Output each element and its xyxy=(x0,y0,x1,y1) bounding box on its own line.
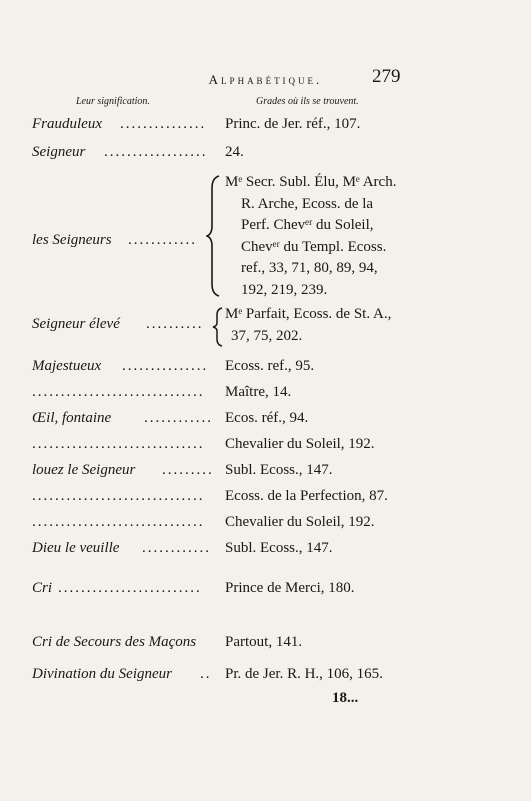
leader-dots: ............... xyxy=(122,358,209,374)
entry-term: Frauduleux xyxy=(32,116,102,132)
index-entry xyxy=(0,436,531,464)
leader-dots: ............ xyxy=(142,540,211,556)
index-entry xyxy=(0,172,531,302)
leader-dots: .............................. xyxy=(32,514,205,530)
entry-term: Seigneur xyxy=(32,144,86,160)
grade-line: Perf. Chevᵉʳ du Soleil, xyxy=(241,217,374,233)
entry-grade: Ecoss. de la Perfection, 87. xyxy=(225,488,388,504)
brace-icon xyxy=(206,174,222,298)
grade-line: Mᵉ Parfait, Ecoss. de St. A., xyxy=(225,306,392,322)
column-heading-meaning: Leur signification. xyxy=(76,96,150,107)
index-entry xyxy=(0,358,531,386)
entry-term: Seigneur élevé xyxy=(32,316,120,332)
index-entry xyxy=(0,384,531,412)
index-entry xyxy=(0,540,531,568)
grade-line: Chevᵉʳ du Templ. Ecoss. xyxy=(241,238,387,255)
entry-grade-lines xyxy=(225,304,391,347)
index-entry xyxy=(0,666,531,694)
entry-term: Majestueux xyxy=(32,358,102,374)
entry-term: Œil, fontaine xyxy=(32,410,112,426)
entry-grade: Pr. de Jer. R. H., 106, 165. xyxy=(225,666,383,682)
leader-dots: ............... xyxy=(120,116,207,132)
grade-line: ref., 33, 71, 80, 89, 94, xyxy=(241,260,378,276)
entry-grade: Prince de Merci, 180. xyxy=(225,580,355,596)
index-entry xyxy=(0,514,531,542)
column-heading-grades: Grades où ils se trouvent. xyxy=(256,96,359,107)
entry-grade: Partout, 141. xyxy=(225,634,303,650)
entry-term: Dieu le veuille xyxy=(32,540,120,556)
entry-term: Cri de Secours des Maçons xyxy=(32,634,197,650)
entry-grade: Chevalier du Soleil, 192. xyxy=(225,514,375,530)
entry-grade: Subl. Ecoss., 147. xyxy=(225,540,333,556)
running-head: Alphabétique. xyxy=(208,72,323,87)
entry-grade: Ecos. réf., 94. xyxy=(225,410,309,426)
entry-term: Divination du Seigneur xyxy=(32,666,172,682)
signature-mark: 18... xyxy=(332,690,359,706)
leader-dots: .................. xyxy=(104,144,208,160)
entry-grade: Ecoss. ref., 95. xyxy=(225,358,315,374)
index-entry xyxy=(0,462,531,490)
leader-dots: .......... xyxy=(146,316,204,332)
leader-dots: .............................. xyxy=(32,436,205,452)
entry-term: les Seigneurs xyxy=(32,232,112,248)
index-entry xyxy=(0,116,531,144)
leader-dots: .............................. xyxy=(32,384,205,400)
entry-grade-lines xyxy=(225,172,396,301)
index-entry xyxy=(0,410,531,438)
leader-dots: ......................... xyxy=(58,580,202,596)
brace-icon xyxy=(212,306,224,348)
grade-line: Mᵉ Secr. Subl. Élu, Mᵉ Arch. xyxy=(225,174,397,190)
entry-grade: Chevalier du Soleil, 192. xyxy=(225,436,375,452)
page-number: 279 xyxy=(372,66,401,87)
entry-grade: 24. xyxy=(225,144,244,160)
entry-grade: Subl. Ecoss., 147. xyxy=(225,462,333,478)
entry-term: Cri xyxy=(32,580,53,596)
index-entry xyxy=(0,580,531,608)
index-entry xyxy=(0,634,531,662)
entry-term: louez le Seigneur xyxy=(32,462,136,478)
index-entry xyxy=(0,144,531,172)
index-entry xyxy=(0,304,531,350)
grade-line: 37, 75, 202. xyxy=(231,327,303,344)
leader-dots: ............ xyxy=(128,232,197,248)
leader-dots: .. xyxy=(200,666,212,682)
leader-dots: ......... xyxy=(162,462,214,478)
entry-grade: Princ. de Jer. réf., 107. xyxy=(225,116,361,132)
grade-line: R. Arche, Ecoss. de la xyxy=(241,195,374,212)
entry-grade: Maître, 14. xyxy=(225,384,292,400)
grade-line: 192, 219, 239. xyxy=(241,281,328,298)
index-entry xyxy=(0,488,531,516)
leader-dots: ............ xyxy=(144,410,213,426)
leader-dots: .............................. xyxy=(32,488,205,504)
